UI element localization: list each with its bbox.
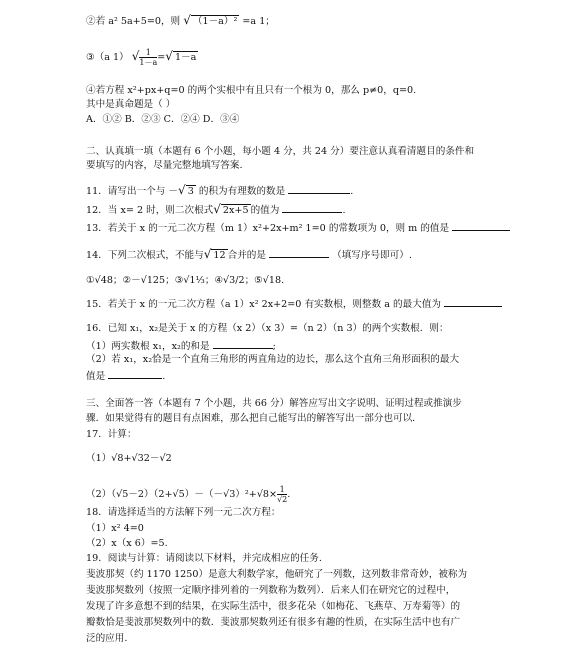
radicand: 12 bbox=[213, 250, 226, 261]
q16-3-text: 值是 bbox=[86, 371, 106, 382]
question-19: 19．阅读与计算：请阅读以下材料，并完成相应的任务. bbox=[86, 553, 322, 564]
item-2-line bbox=[86, 14, 275, 28]
radical-sign: √ bbox=[131, 49, 140, 63]
item-4-line: ④若方程 x²+px+q=0 的两个实根中有且只有一个根为 0，那么 p≠0，q=0. bbox=[86, 85, 417, 96]
question-11: 11．请写出一个与 －√ 3 的积为有理数的数是 . bbox=[86, 183, 354, 197]
radicand: （1－a）² bbox=[192, 16, 238, 27]
answer-blank bbox=[288, 183, 350, 194]
question-18-part-2: （2）x（x 6）=5. bbox=[86, 538, 168, 549]
question-16-part-1: （1）两实数根 x₁，x₂的和是 ; bbox=[86, 338, 276, 353]
q14-options: ①√48；②－√125；③√1⅓；④√3/2；⑤√18. bbox=[86, 275, 285, 286]
question-14 bbox=[86, 247, 412, 262]
q14-note: （填写序号即可）. bbox=[332, 250, 412, 261]
answer-blank bbox=[108, 368, 162, 379]
answer-options: A．①② B．②③ C．②④ D．③④ bbox=[86, 114, 240, 125]
section-2-heading-cont: 要填写的内容，尽量完整地填写答案. bbox=[86, 160, 243, 171]
radical-sign: √ bbox=[213, 202, 221, 216]
radical-sign: √ bbox=[165, 49, 173, 63]
radicand: 1－a bbox=[174, 52, 197, 63]
q11-tail: 的积为有理数的数是 bbox=[198, 186, 286, 197]
question-13 bbox=[86, 220, 510, 235]
item-3-text: ③（a 1） bbox=[86, 52, 129, 63]
fraction bbox=[277, 485, 287, 504]
item-2-text: ②若 a² 5a+5=0，则 bbox=[86, 16, 181, 27]
q11-text: 11．请写出一个与 bbox=[86, 186, 166, 197]
question-16-part-2: （2）若 x₁，x₂恰是一个直角三角形的两直角边的边长，那么这个直角三角形面积的最大 bbox=[86, 354, 460, 365]
question-16: 16．已知 x₁，x₂是关于 x 的方程（x 2）（x 3）=（n 2）（n 3）的两个实数根．则： bbox=[86, 323, 449, 334]
q12-text: 12．当 x= 2 时，则二次根式 bbox=[86, 205, 214, 216]
fraction bbox=[139, 48, 157, 67]
q14-tail: 合并的是 bbox=[227, 250, 266, 261]
answer-blank bbox=[452, 220, 510, 231]
question-18-part-1: （1）x² 4=0 bbox=[86, 523, 144, 534]
q15-text: 15．若关于 x 的一元二次方程（a 1）x² 2x+2=0 有实数根，则整数 a 的最大值为 bbox=[86, 299, 442, 310]
q16-1-text: （1）两实数根 x₁，x₂的和是 bbox=[86, 341, 210, 352]
item-2-tail: =a 1； bbox=[242, 16, 275, 27]
question-12: 12．当 x= 2 时，则二次根式√ 2x+5 的值为 . bbox=[86, 202, 346, 216]
question-17: 17．计算： bbox=[86, 429, 137, 440]
q17-2-text: （2）（√5－2）（2+√5）－（－√3）²+√8× bbox=[86, 489, 278, 500]
radical-sign: √ bbox=[183, 13, 191, 27]
reading-paragraph-line: 斐波那契（约 1170 1250）是意大利数学家，他研究了一列数，这列数非常奇妙，被称为 bbox=[86, 569, 468, 580]
section-3-heading-cont: 骤．如果觉得有的题目有点困难，那么把自己能写出的解答写出一部分也可以． bbox=[86, 413, 422, 424]
fraction-numerator: 1 bbox=[139, 48, 157, 58]
equals-sign: = bbox=[157, 52, 166, 63]
reading-paragraph-line: 泛的应用. bbox=[86, 633, 128, 644]
fraction-denominator: √2 bbox=[277, 495, 288, 504]
item-3-line bbox=[86, 48, 198, 67]
q12-tail: 的值为 bbox=[250, 205, 280, 216]
reading-paragraph-line: 发现了许多意想不到的结果，在实际生活中，很多花朵（如梅花、飞燕草、万寿菊等）的 bbox=[86, 601, 461, 612]
reading-paragraph-line: 斐波那契数列（按照一定顺序排列着的一列数称为数列）．后来人们在研究它的过程中， bbox=[86, 585, 456, 596]
question-15 bbox=[86, 296, 502, 311]
question-16-part-3: 值是 . bbox=[86, 368, 165, 383]
answer-blank bbox=[213, 338, 273, 349]
fraction-denominator: 1－a bbox=[139, 58, 158, 67]
fraction-numerator: 1 bbox=[277, 485, 287, 495]
section-2-heading: 二、认真填一填（本题有 6 个小题，每小题 4 分，共 24 分）要注意认真看清题目的条件和 bbox=[86, 146, 475, 157]
answer-blank bbox=[282, 202, 342, 213]
question-17-part-1: （1）√8+√32－√2 bbox=[86, 453, 172, 464]
question-prompt: 其中是真命题是（ ） bbox=[86, 99, 176, 110]
reading-paragraph-line: 瓣数恰是斐波那契数列中的数．斐波那契数列还有很多有趣的性质，在实际生活中也有广 bbox=[86, 617, 461, 628]
radical-sign: √ bbox=[178, 183, 186, 197]
q14-text: 14．下列二次根式，不能与 bbox=[86, 250, 204, 261]
question-17-part-2: （2）（√5－2）（2+√5）－（－√3）²+√8× $\frac{1}{√2}$ . bbox=[86, 485, 291, 504]
q13-text: 13．若关于 x 的一元二次方程（m 1）x²+2x+m² 1=0 的常数项为 0，则 m 的值是 bbox=[86, 223, 450, 234]
answer-blank bbox=[444, 296, 502, 307]
question-18: 18．请选择适当的方法解下列一元二次方程： bbox=[86, 507, 281, 518]
radicand: 2x+5 bbox=[222, 205, 249, 216]
radical-sign: √ bbox=[203, 247, 212, 261]
answer-blank bbox=[269, 247, 329, 258]
radicand: 3 bbox=[187, 186, 194, 197]
section-3-heading: 三、全面答一答（本题有 7 个小题，共 66 分）解答应写出文字说明、证明过程或推演步 bbox=[86, 398, 462, 409]
